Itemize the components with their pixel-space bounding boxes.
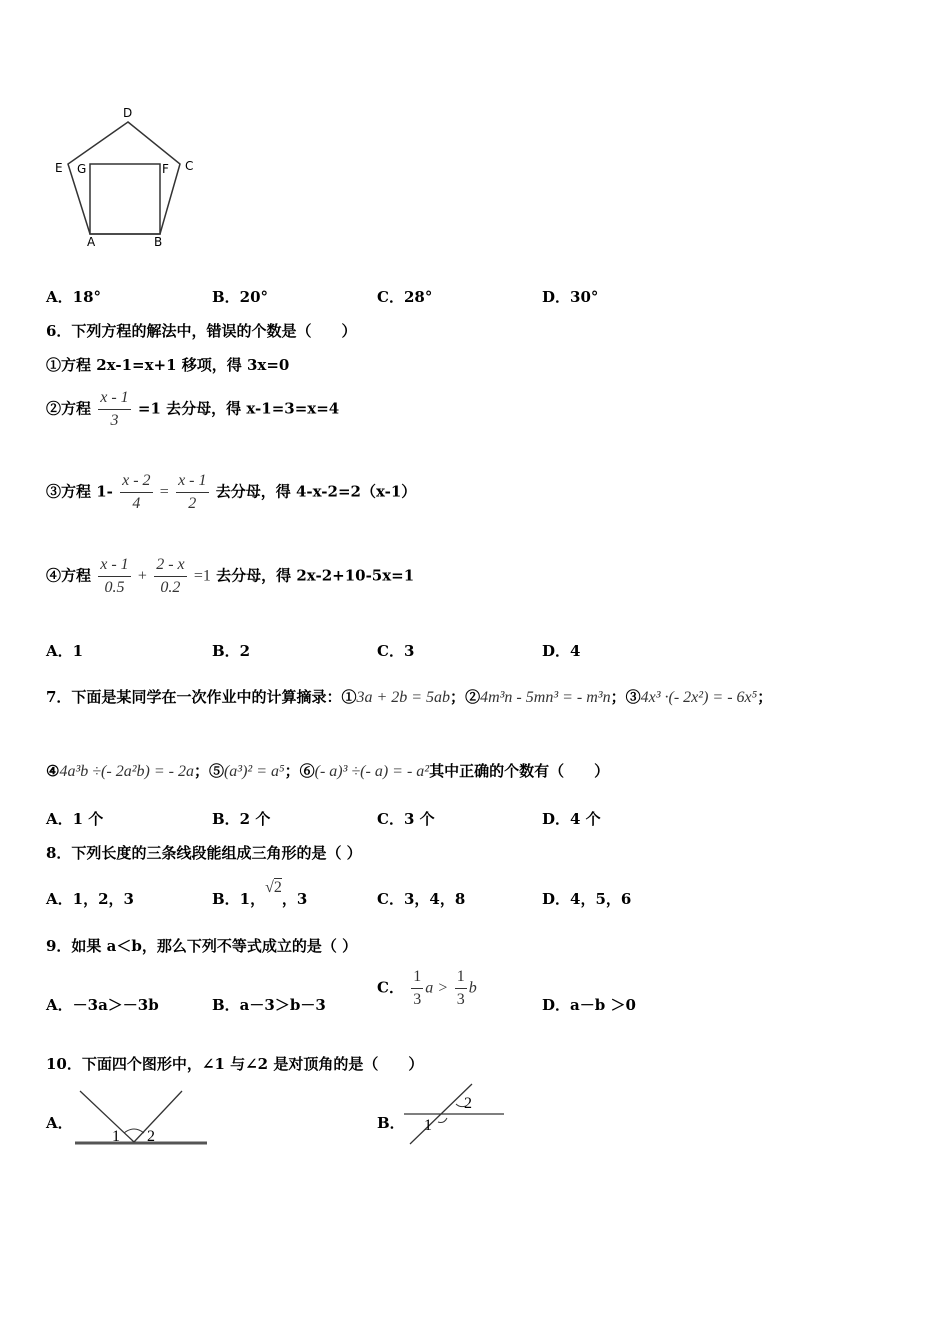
q7-expr3: 4x³ ·(- 2x²) = - 6x⁵ — [640, 689, 758, 706]
q6-item1: ①方程 2x-1=x+1 移项，得 3x=0 — [46, 356, 290, 374]
pentagon-figure — [50, 100, 210, 255]
q5-option-b: B．20° — [212, 288, 269, 306]
inner-square — [90, 164, 160, 234]
q7-line2: ④4a³b ÷(- 2a²b) = - 2a；⑤(a³)² = a⁵；⑥(- a)³ ÷(- a) = - a²其中正确的个数有（ ） — [46, 762, 610, 780]
figure-a-angle-arc — [124, 1129, 144, 1133]
q7-line1: 7．下面是某同学在一次作业中的计算摘录：①3a + 2b = 5ab；②4m³n - 5mn³ = - m³n；③4x³ ·(- 2x²) = - 6x⁵； — [46, 688, 773, 706]
label-A: A — [87, 235, 96, 249]
figure-b-angle-2: 2 — [464, 1095, 472, 1112]
pentagon-outline — [68, 122, 180, 234]
figure-a-angle-2: 2 — [147, 1128, 155, 1145]
q9-option-d: D．a－b ＞0 — [542, 996, 636, 1014]
q7-expr5: (a³)² = a⁵ — [223, 763, 285, 780]
q9-option-b: B．a－3＞b－3 — [212, 996, 326, 1014]
q10-figure-a — [70, 1085, 210, 1150]
label-D: D — [123, 106, 133, 120]
label-F: F — [162, 162, 169, 176]
q7-expr2: 4m³n - 5mn³ = - m³n — [480, 689, 611, 706]
q8-stem: 8．下列长度的三条线段能组成三角形的是（ ） — [46, 844, 362, 862]
q7-expr4: 4a³b ÷(- 2a²b) = - 2a — [59, 763, 194, 780]
q5-option-d: D．30° — [542, 288, 599, 306]
q6-stem: 6．下列方程的解法中，错误的个数是（ ） — [46, 322, 357, 340]
sqrt-2: √2 — [265, 879, 282, 896]
q5-option-a: A．18° — [46, 288, 102, 306]
q7-option-b: B．2 个 — [212, 810, 271, 828]
q6-item3: ③方程 1- $\frac{x - 2}{4}$ = $\frac{x - 1}{2}$ 去分母，得 4-x-2=2（x-1） — [46, 472, 417, 512]
q7-option-a: A．1 个 — [46, 810, 104, 828]
q7-expr6: (- a)³ ÷(- a) = - a² — [314, 763, 430, 780]
figure-a-angle-1: 1 — [112, 1128, 120, 1145]
q8-option-a: A．1，2，3 — [46, 890, 134, 908]
q6-item2-numerator: x - 1 — [98, 387, 130, 410]
figure-a-left-ray — [80, 1091, 134, 1142]
q8-option-b: B．1，√2，3 — [212, 879, 308, 908]
q6-item4: ④方程 $\frac{x - 1}{0.5}$ + $\frac{2 - x}{0.2}$ =1 去分母，得 2x-2+10-5x=1 — [46, 556, 415, 596]
q6-option-a: A．1 — [46, 642, 84, 660]
q6-item2: ②方程 $\frac{x - 1}{3}$ =1 去分母，得 x-1=3=x=4 — [46, 387, 339, 432]
q5-option-c: C．28° — [377, 288, 433, 306]
label-B: B — [154, 235, 163, 249]
figure-a-right-ray — [134, 1091, 182, 1142]
label-G: G — [77, 162, 87, 176]
q8-option-d: D．4，5，6 — [542, 890, 632, 908]
q7-option-c: C．3 个 — [377, 810, 435, 828]
q9-option-c: C． $\frac{1}{3}$ a > $\frac{1}{3}$ b — [377, 968, 477, 1008]
q7-option-d: D．4 个 — [542, 810, 601, 828]
q10-option-b: B． — [377, 1114, 405, 1132]
figure-b-angle-arc-1 — [438, 1118, 447, 1123]
q9-option-a: A．－3a＞－3b — [46, 996, 159, 1014]
q10-option-a: A． — [46, 1114, 73, 1132]
q7-expr1: 3a + 2b = 5ab — [356, 689, 451, 706]
q9-stem: 9．如果 a＜b，那么下列不等式成立的是（ ） — [46, 937, 358, 955]
figure-b-angle-1: 1 — [424, 1117, 432, 1134]
q10-figure-b — [400, 1080, 510, 1150]
label-C: C — [185, 159, 194, 173]
q8-option-c: C．3，4，8 — [377, 890, 466, 908]
label-E: E — [55, 161, 63, 175]
q6-item2-denominator: 3 — [110, 412, 119, 429]
q6-option-c: C．3 — [377, 642, 415, 660]
q6-option-d: D．4 — [542, 642, 581, 660]
q10-stem: 10．下面四个图形中，∠1 与∠2 是对顶角的是（ ） — [46, 1055, 424, 1073]
q6-option-b: B．2 — [212, 642, 251, 660]
